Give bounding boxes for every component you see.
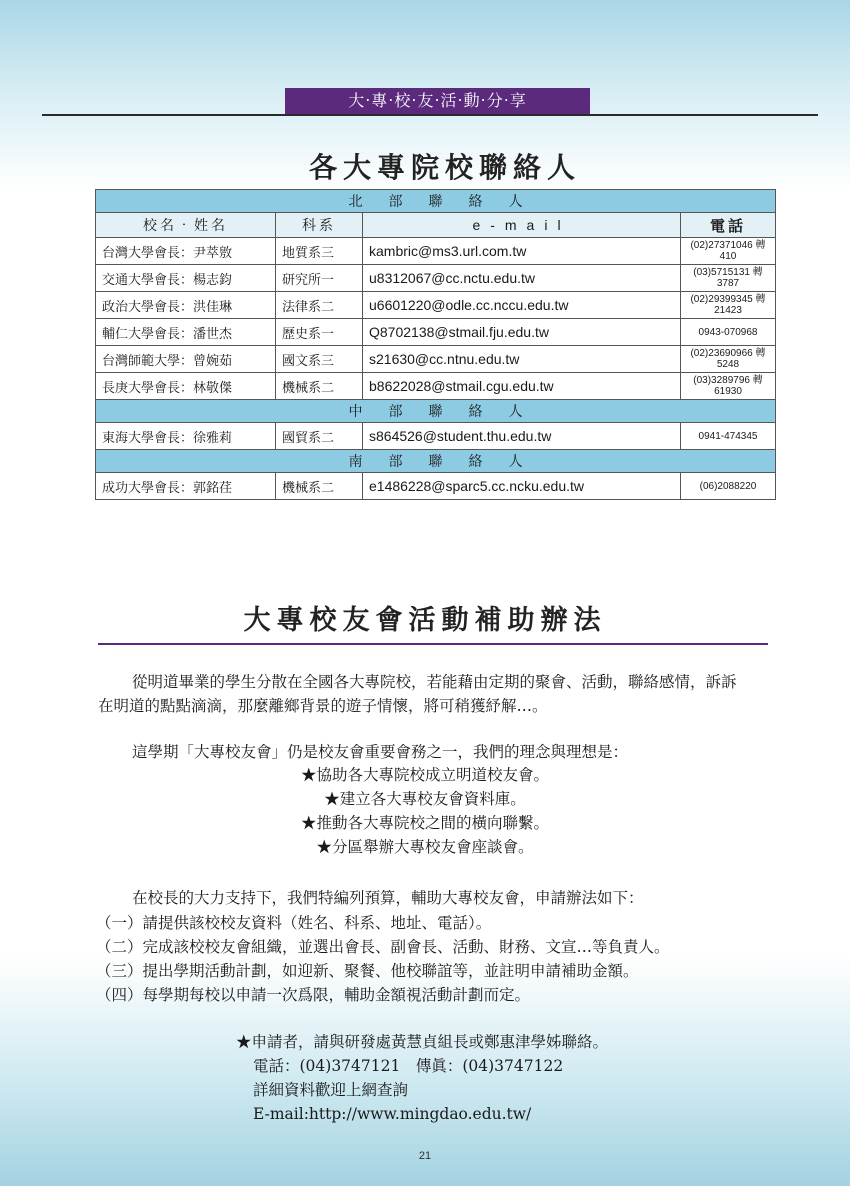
school-cell: 長庚大學會長：林敬傑 <box>96 373 276 400</box>
school-cell: 輔仁大學會長：潘世杰 <box>96 319 276 346</box>
school-cell: 台灣大學會長：尹萃敫 <box>96 238 276 265</box>
phone-cell: 0941-474345 <box>681 423 776 450</box>
goal-item: ★協助各大專院校成立明道校友會。 <box>300 766 549 784</box>
email-cell: e1486228@sparc5.cc.ncku.edu.tw <box>363 473 681 500</box>
contacts-title: 各大專院校聯絡人 <box>308 151 581 184</box>
application-steps <box>96 911 670 1007</box>
email-cell: b8622028@stmail.cgu.edu.tw <box>363 373 681 400</box>
school-cell: 東海大學會長：徐雅莉 <box>96 423 276 450</box>
column-header-school: 校名‧姓名 <box>96 213 276 238</box>
section-banner: 大‧專‧校‧友‧活‧動‧分‧享 <box>285 88 590 114</box>
column-header-email: e-mail <box>363 213 681 238</box>
school-cell: 政治大學會長：洪佳琳 <box>96 292 276 319</box>
phone-cell: (06)2088220 <box>681 473 776 500</box>
dept-cell: 機械系二 <box>276 373 363 400</box>
ideal-paragraph <box>132 740 628 764</box>
dept-cell: 歷史系一 <box>276 319 363 346</box>
table-row <box>96 238 776 265</box>
dept-cell: 國文系三 <box>276 346 363 373</box>
step-item: （一）請提供該校校友資料（姓名、科系、地址、電話）。 <box>96 914 492 932</box>
goal-item: ★分區舉辦大專校友會座談會。 <box>316 838 534 856</box>
phone-cell: (03)3289796 轉61930 <box>681 373 776 400</box>
phone-cell: (02)23690966 轉5248 <box>681 346 776 373</box>
school-cell: 交通大學會長：楊志鈞 <box>96 265 276 292</box>
contacts-table <box>95 189 776 500</box>
table-row <box>96 319 776 346</box>
intro-line: 在明道的點點滴滴，那麼離鄉背景的遊子情懷，將可稍獲紓解…。 <box>98 697 548 715</box>
phone-cell: 0943-070968 <box>681 319 776 346</box>
dept-cell: 法律系二 <box>276 292 363 319</box>
step-item: （四）每學期每校以申請一次爲限，輔助金額視活動計劃而定。 <box>96 986 531 1004</box>
step-item: （三）提出學期活動計劃，如迎新、聚餐、他校聯誼等，並註明申請補助金額。 <box>96 962 639 980</box>
dept-cell: 研究所一 <box>276 265 363 292</box>
dept-cell: 機械系二 <box>276 473 363 500</box>
header-divider <box>42 114 818 116</box>
region-header-central: 中部聯絡人 <box>96 400 776 423</box>
page-number: 21 <box>418 1150 432 1162</box>
region-header-north: 北部聯絡人 <box>96 190 776 213</box>
email-cell: Q8702138@stmail.fju.edu.tw <box>363 319 681 346</box>
table-row <box>96 292 776 319</box>
table-row <box>96 423 776 450</box>
support-paragraph <box>132 886 644 910</box>
support-line: 在校長的大力支持下，我們特編列預算，輔助大專校友會，申請辦法如下： <box>132 889 644 907</box>
table-column-headers <box>96 213 776 238</box>
subsidy-title-divider <box>98 643 768 645</box>
table-row <box>96 473 776 500</box>
dept-cell: 國貿系二 <box>276 423 363 450</box>
step-item: （二）完成該校校友會組織，並選出會長、副會長、活動、財務、文宣…等負責人。 <box>96 938 670 956</box>
column-header-dept: 科系 <box>276 213 363 238</box>
column-header-phone: 電話 <box>681 213 776 238</box>
school-cell: 成功大學會長：郭銘荏 <box>96 473 276 500</box>
email-cell: u8312067@cc.nctu.edu.tw <box>363 265 681 292</box>
subsidy-title: 大專校友會活動補助辦法 <box>243 605 607 636</box>
phone-cell: (02)29399345 轉21423 <box>681 292 776 319</box>
intro-line: 從明道畢業的學生分散在全國各大專院校，若能藉由定期的聚會、活動，聯絡感情，訴訴 <box>132 673 737 691</box>
dept-cell: 地質系三 <box>276 238 363 265</box>
more-info-line: 詳細資料歡迎上網查詢 <box>253 1081 409 1099</box>
phone-cell: (03)5715131 轉3787 <box>681 265 776 292</box>
applicant-contact <box>236 1030 608 1126</box>
ideal-line: 這學期「大專校友會」仍是校友會重要會務之一，我們的理念與理想是： <box>132 743 629 761</box>
intro-paragraph <box>98 670 778 718</box>
email-cell: s21630@cc.ntnu.edu.tw <box>363 346 681 373</box>
phone-cell: (02)27371046 轉410 <box>681 238 776 265</box>
goal-item: ★推動各大專院校之間的橫向聯繫。 <box>300 814 549 832</box>
email-cell: s864526@student.thu.edu.tw <box>363 423 681 450</box>
email-cell: u6601220@odle.cc.nccu.edu.tw <box>363 292 681 319</box>
phone-fax-line: 電話：(04)3747121 傳眞：(04)3747122 <box>253 1057 564 1075</box>
applicant-line: ★申請者，請與研發處黃慧貞組長或鄭惠津學姊聯絡。 <box>236 1033 609 1051</box>
goals-list <box>0 763 850 859</box>
email-cell: kambric@ms3.url.com.tw <box>363 238 681 265</box>
school-cell: 台灣師範大學：曾婉茹 <box>96 346 276 373</box>
region-header-south: 南部聯絡人 <box>96 450 776 473</box>
table-row <box>96 346 776 373</box>
goal-item: ★建立各大專校友會資料庫。 <box>324 790 526 808</box>
website-line: E-mail:http://www.mingdao.edu.tw/ <box>253 1105 532 1123</box>
table-row <box>96 265 776 292</box>
table-row <box>96 373 776 400</box>
